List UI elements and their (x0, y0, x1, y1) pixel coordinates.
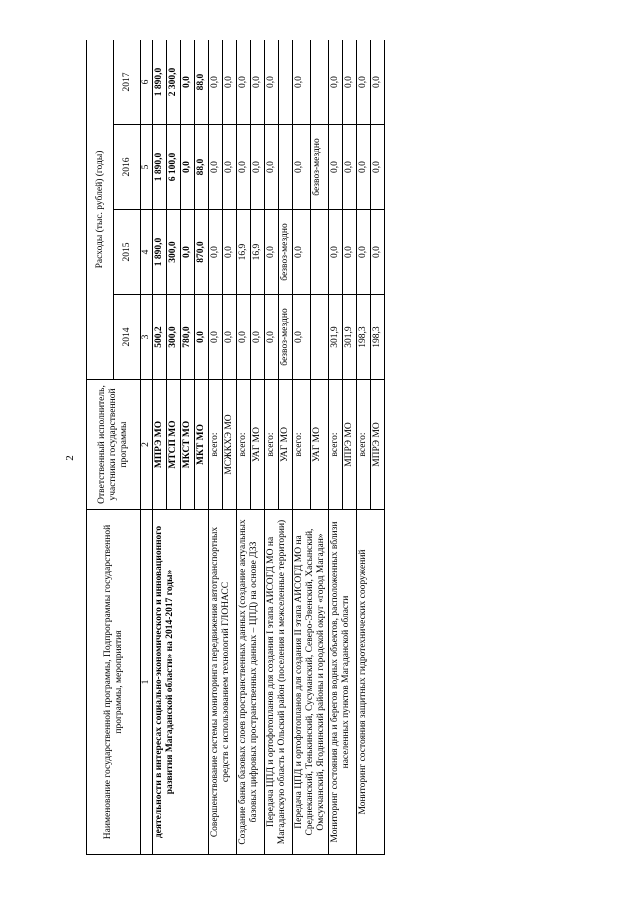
expense-value: 0,0 (293, 125, 311, 210)
measure-name: Передача ЦПД и ортофотопланов для создания II этапа АИСОГД МО на Среднеканский, Тенькинский, Сусуманский, Северо-Эвенский, Хасынский, Омсукчанский, Ягоднинский районы и городской округ «город Магадан» (293, 510, 329, 855)
column-index: 6 (141, 40, 153, 125)
expense-value: 500,2 (153, 295, 167, 380)
column-index: 5 (141, 125, 153, 210)
responsible-cell: всего: (357, 380, 371, 510)
expense-value: 0,0 (371, 210, 385, 295)
responsible-cell: всего: (209, 380, 223, 510)
expense-value: 0,0 (293, 40, 311, 125)
expense-value: 1 890,0 (153, 210, 167, 295)
expense-value: 0,0 (265, 295, 279, 380)
responsible-cell: МСЖКХЭ МО (223, 380, 237, 510)
column-index: 1 (141, 510, 153, 855)
table-row (209, 40, 223, 855)
expense-value: 88,0 (195, 125, 209, 210)
expense-value: 0,0 (223, 295, 237, 380)
responsible-cell: МПРЭ МО (343, 380, 357, 510)
table-row (153, 40, 167, 855)
page-number: 2 (64, 455, 76, 461)
expense-value: 0,0 (329, 40, 343, 125)
responsible-cell: УАГ МО (279, 380, 293, 510)
responsible-cell: МКТ МО (195, 380, 209, 510)
expense-value: 0,0 (357, 125, 371, 210)
table-body (153, 40, 385, 855)
table-row (293, 40, 311, 855)
expense-value: 0,0 (371, 40, 385, 125)
expense-value: 0,0 (371, 125, 385, 210)
expense-value (311, 210, 329, 295)
expense-value: 0,0 (293, 295, 311, 380)
expense-value: 0,0 (329, 125, 343, 210)
expense-value: 780,0 (181, 295, 195, 380)
column-index: 2 (141, 380, 153, 510)
expense-value: 88,0 (195, 40, 209, 125)
column-index: 4 (141, 210, 153, 295)
responsible-cell: МКСТ МО (181, 380, 195, 510)
responsible-cell: УАГ МО (311, 380, 329, 510)
expense-value: 300,0 (167, 210, 181, 295)
expense-value: 0,0 (237, 295, 251, 380)
expense-value: 16,9 (251, 210, 265, 295)
expense-value: 2 300,0 (167, 40, 181, 125)
expense-value: 0,0 (343, 40, 357, 125)
measure-name: деятельности в интересах социально-экономического и инновационного развития Магаданской области» на 2014-2017 годы» (153, 510, 209, 855)
rotated-table-container (86, 40, 586, 855)
expense-value: 0,0 (265, 125, 279, 210)
expense-value: 6 100,0 (167, 125, 181, 210)
document-page (86, 40, 586, 855)
responsible-cell: всего: (329, 380, 343, 510)
expense-value: 0,0 (195, 295, 209, 380)
table-row (237, 40, 251, 855)
expense-value: 0,0 (181, 125, 195, 210)
expense-value: 300,0 (167, 295, 181, 380)
expense-value: 0,0 (265, 40, 279, 125)
header-expenses: Расходы (тыс. рублей) (годы) (87, 40, 114, 380)
responsible-cell: МПРЭ МО (371, 380, 385, 510)
expense-value: 0,0 (265, 210, 279, 295)
header-year: 2017 (114, 40, 141, 125)
expense-value: 0,0 (251, 40, 265, 125)
expense-value: 0,0 (209, 210, 223, 295)
expense-value: безвоз-мездно (279, 210, 293, 295)
responsible-cell: всего: (293, 380, 311, 510)
header-year: 2014 (114, 295, 141, 380)
expense-value: 1 890,0 (153, 40, 167, 125)
expense-value: 0,0 (223, 40, 237, 125)
measure-name: Совершенствование системы мониторинга передвижения автотранспортных средств с использованием технологий ГЛОНАСС (209, 510, 237, 855)
responsible-cell: всего: (237, 380, 251, 510)
expense-value: 0,0 (237, 40, 251, 125)
expense-value: безвоз-мездно (311, 125, 329, 210)
expense-value: 0,0 (293, 210, 311, 295)
expense-value: 0,0 (209, 295, 223, 380)
expense-value: 0,0 (223, 125, 237, 210)
expense-value (311, 295, 329, 380)
expense-value: 0,0 (209, 40, 223, 125)
expense-value (279, 125, 293, 210)
expense-value (311, 40, 329, 125)
table-row (265, 40, 279, 855)
expense-value: 0,0 (329, 210, 343, 295)
expense-value: 0,0 (251, 125, 265, 210)
responsible-cell: всего: (265, 380, 279, 510)
expense-value: 0,0 (251, 295, 265, 380)
measure-name: Передача ЦПД и ортофотопланов для создания I этапа АИСОГД МО на Магаданскую область и Ольский район (поселения и межселенные территории) (265, 510, 293, 855)
expense-value: 870,0 (195, 210, 209, 295)
header-year: 2016 (114, 125, 141, 210)
responsible-cell: УАГ МО (251, 380, 265, 510)
table-row (357, 40, 371, 855)
expense-value: 0,0 (181, 40, 195, 125)
expense-value: 198,3 (371, 295, 385, 380)
expense-value: 198,3 (357, 295, 371, 380)
expense-value: 0,0 (343, 125, 357, 210)
table-row (329, 40, 343, 855)
expense-value: безвоз-мездно (279, 295, 293, 380)
expense-value: 301,9 (329, 295, 343, 380)
measure-name: Мониторинг состояния защитных гидротехнических сооружений (357, 510, 385, 855)
expense-value: 301,9 (343, 295, 357, 380)
expense-value: 0,0 (357, 40, 371, 125)
expense-value: 16,9 (237, 210, 251, 295)
expense-value: 0,0 (237, 125, 251, 210)
measure-name: Создание банка базовых слоев пространственных данных (создание актуальных базовых цифровых пространственных данных – ЦПД) на основе ДЗЗ (237, 510, 265, 855)
responsible-cell: МПРЭ МО (153, 380, 167, 510)
expense-value (279, 40, 293, 125)
expense-value: 1 890,0 (153, 125, 167, 210)
header-name: Наименование государственной программы, Подпрограммы государственной программы, мероприятия (87, 510, 141, 855)
column-index: 3 (141, 295, 153, 380)
expense-value: 0,0 (223, 210, 237, 295)
measure-name: Мониторинг состояния дна и берегов водных объектов, расположенных вблизи населенных пунктов Магаданской области (329, 510, 357, 855)
header-year: 2015 (114, 210, 141, 295)
header-responsible: Ответственный исполнитель, участники государственной программы (87, 380, 141, 510)
expense-value: 0,0 (343, 210, 357, 295)
expense-value: 0,0 (357, 210, 371, 295)
expense-value: 0,0 (209, 125, 223, 210)
expenses-table (86, 40, 385, 855)
responsible-cell: МТСП МО (167, 380, 181, 510)
expense-value: 0,0 (181, 210, 195, 295)
